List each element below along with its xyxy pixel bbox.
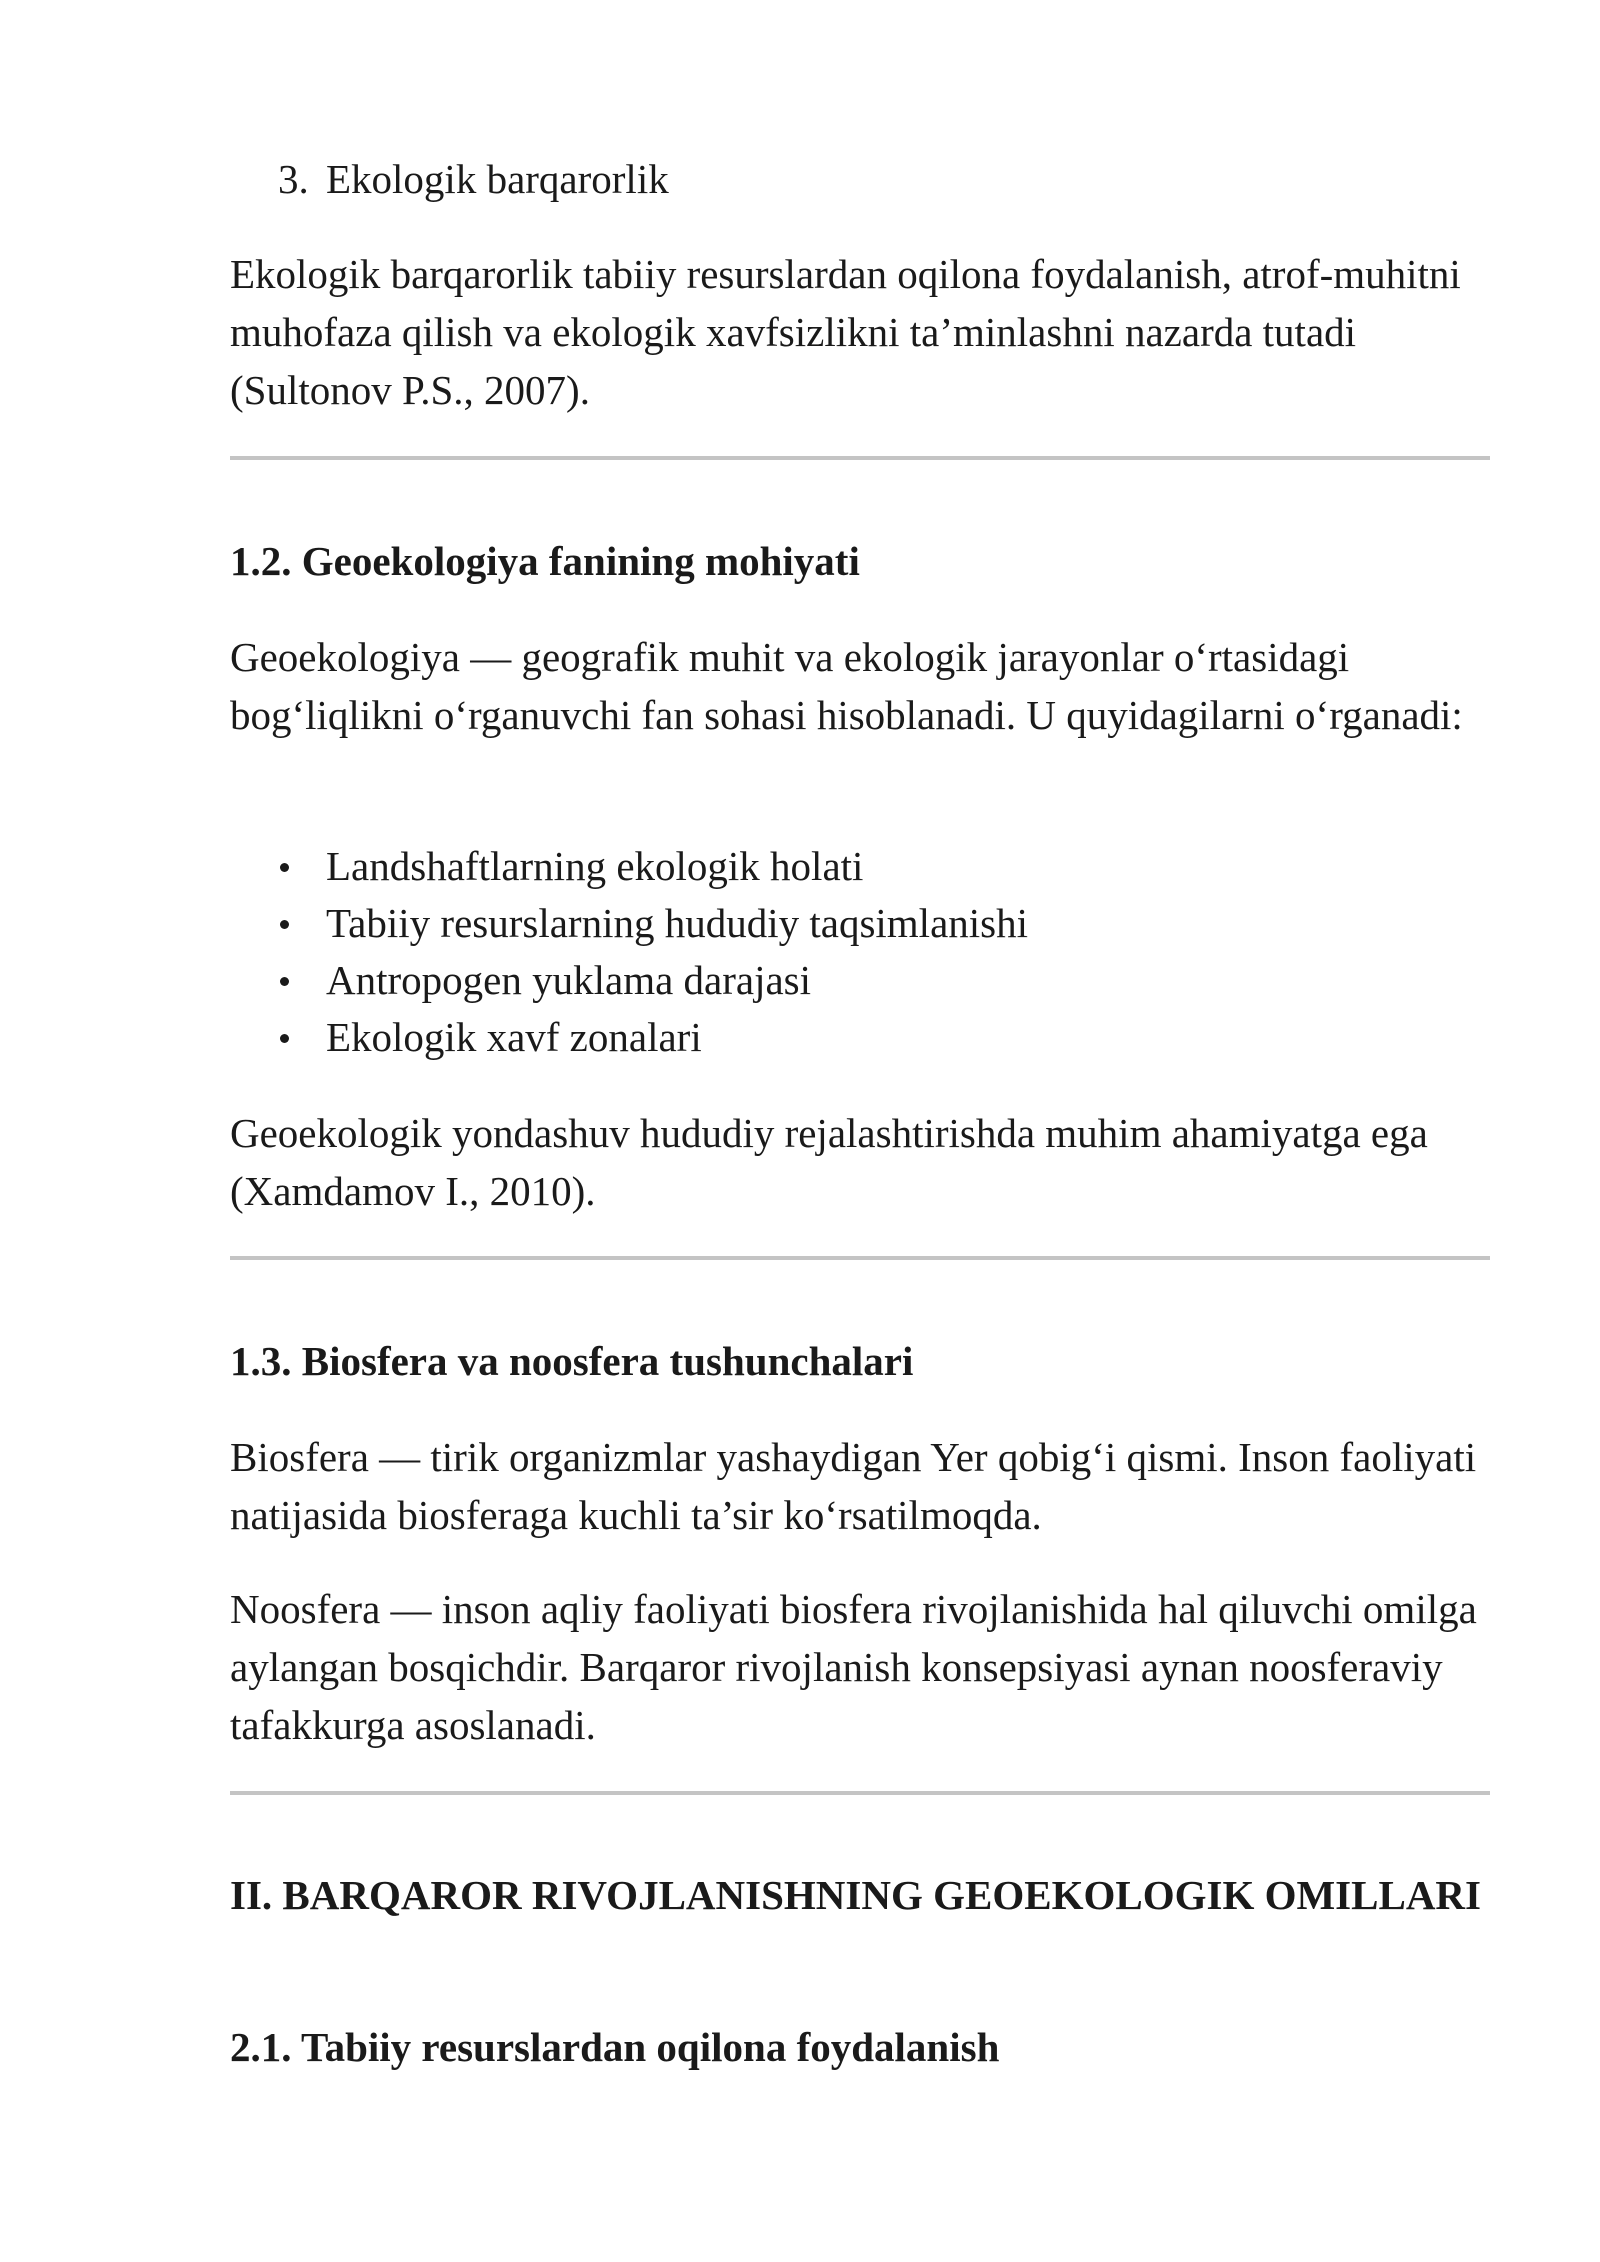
numbered-list-item bbox=[278, 150, 669, 208]
list-item-text: Tabiiy resurslarning hududiy taqsimlanishi bbox=[326, 900, 1029, 946]
list-item-text: Ekologik xavf zonalari bbox=[326, 1014, 702, 1060]
list-item-text: Landshaftlarning ekologik holati bbox=[326, 843, 864, 889]
paragraph-geoekologiya-intro: Geoekologiya — geografik muhit va ekologik jarayonlar o‘rtasidagi bog‘liqlikni o‘rganuvchi fan sohasi hisoblanadi. U quyidagilarni o‘rganadi: bbox=[230, 634, 1463, 738]
numbered-list bbox=[278, 150, 669, 208]
section-divider bbox=[230, 456, 1490, 460]
paragraph-ekologik-barqarorlik: Ekologik barqarorlik tabiiy resurslardan oqilona foydalanish, atrof-muhitni muhofaza qilish va ekologik xavfsizlikni ta’minlashni nazarda tutadi (Sultonov P.S., 2007). bbox=[230, 251, 1461, 413]
chapter-title-2: II. BARQAROR RIVOJLANISHNING GEOEKOLOGIK OMILLARI bbox=[230, 1872, 1482, 1918]
list-item bbox=[278, 952, 1028, 1009]
list-item bbox=[278, 1009, 1028, 1066]
bullet-icon bbox=[280, 863, 289, 872]
bullet-icon bbox=[280, 920, 289, 929]
section-divider bbox=[230, 1791, 1490, 1795]
list-item bbox=[278, 838, 1028, 895]
list-number: 3. bbox=[278, 156, 309, 202]
bullet-icon bbox=[280, 1034, 289, 1043]
subsection-title-2-1: 2.1. Tabiiy resurslardan oqilona foydalanish bbox=[230, 2024, 1000, 2070]
list-item-text: Ekologik barqarorlik bbox=[326, 156, 669, 202]
paragraph-noosfera: Noosfera — inson aqliy faoliyati biosfera rivojlanishida hal qiluvchi omilga aylangan bosqichdir. Barqaror rivojlanish konsepsiyasi aynan noosferaviy tafakkurga asoslanadi. bbox=[230, 1586, 1477, 1748]
list-item-text: Antropogen yuklama darajasi bbox=[326, 957, 812, 1003]
bullet-list bbox=[278, 838, 1028, 1066]
section-divider bbox=[230, 1256, 1490, 1260]
section-title-1-3: 1.3. Biosfera va noosfera tushunchalari bbox=[230, 1338, 914, 1384]
bullet-icon bbox=[280, 977, 289, 986]
paragraph-biosfera: Biosfera — tirik organizmlar yashaydigan Yer qobig‘i qismi. Inson faoliyati natijasida biosferaga kuchli ta’sir ko‘rsatilmoqda. bbox=[230, 1434, 1477, 1538]
paragraph-geoekologik-yondashuv: Geoekologik yondashuv hududiy rejalashtirishda muhim ahamiyatga ega (Xamdamov I., 2010). bbox=[230, 1110, 1428, 1214]
list-item bbox=[278, 895, 1028, 952]
section-title-1-2: 1.2. Geoekologiya fanining mohiyati bbox=[230, 538, 860, 584]
